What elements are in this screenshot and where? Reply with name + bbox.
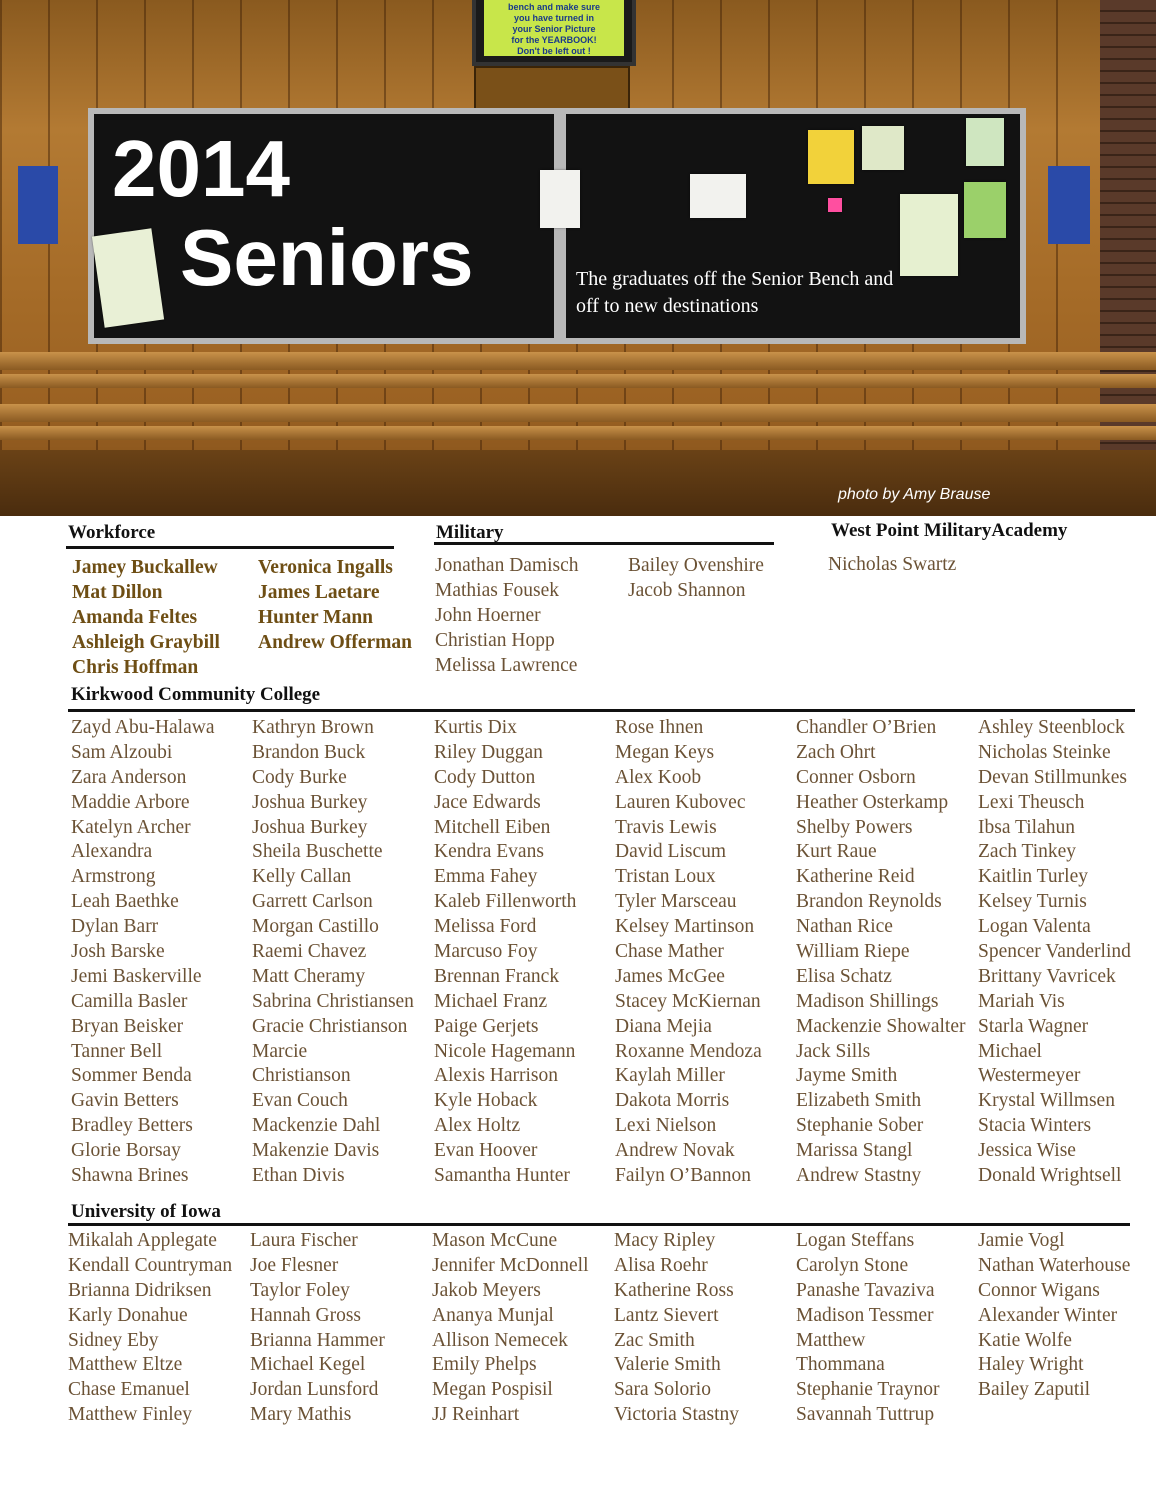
name-entry: Mary Mathis bbox=[250, 1404, 352, 1426]
section-title-kirkwood: Kirkwood Community College bbox=[71, 684, 321, 705]
name-entry: Rose Ihnen bbox=[615, 717, 704, 738]
kirkwood-list bbox=[71, 716, 215, 1189]
section-title-military: Military bbox=[436, 522, 504, 543]
name-entry: Kendra Evans bbox=[434, 841, 544, 863]
flyer bbox=[862, 126, 904, 170]
name-entry: Tyler Marsceau bbox=[615, 891, 737, 913]
flyer bbox=[964, 182, 1006, 238]
name-entry: Thommana bbox=[796, 1354, 885, 1376]
name-entry: Jennifer McDonnell bbox=[432, 1254, 589, 1276]
flyer bbox=[966, 118, 1004, 166]
section-rule bbox=[68, 709, 1135, 712]
name-entry: Nicholas Swartz bbox=[828, 554, 957, 575]
name-entry: Brianna Hammer bbox=[250, 1329, 385, 1351]
iowa-list bbox=[250, 1229, 385, 1428]
name-entry: Brianna Didriksen bbox=[68, 1279, 212, 1301]
west-point-list bbox=[828, 553, 956, 578]
bench-seat-slat bbox=[0, 404, 1156, 422]
name-entry: Lantz Sievert bbox=[614, 1304, 719, 1326]
name-entry: Emily Phelps bbox=[432, 1354, 537, 1376]
bench-backrest bbox=[0, 374, 1156, 388]
kirkwood-list bbox=[434, 716, 576, 1189]
name-entry: Mariah Vis bbox=[978, 990, 1065, 1012]
name-entry: Mackenzie Dahl bbox=[252, 1115, 381, 1137]
name-entry: Kurt Raue bbox=[796, 841, 877, 863]
name-entry: Ananya Munjal bbox=[432, 1304, 554, 1326]
name-entry: Andrew Offerman bbox=[258, 632, 412, 653]
iowa-list bbox=[978, 1229, 1130, 1403]
name-entry: Jacob Shannon bbox=[628, 579, 746, 601]
bench-base bbox=[0, 450, 1156, 516]
name-entry: JJ Reinhart bbox=[432, 1404, 520, 1426]
name-entry: Jack Sills bbox=[796, 1040, 871, 1062]
name-entry: Zach Tinkey bbox=[978, 841, 1077, 863]
workforce-list bbox=[72, 555, 220, 680]
name-entry: Katherine Ross bbox=[614, 1279, 734, 1301]
name-entry: Zac Smith bbox=[614, 1329, 695, 1351]
name-entry: Jamie Vogl bbox=[978, 1230, 1065, 1251]
name-entry: Alexander Winter bbox=[978, 1304, 1118, 1326]
name-entry: Bailey Zaputil bbox=[978, 1379, 1091, 1401]
name-entry: Gavin Betters bbox=[71, 1090, 179, 1112]
iowa-list bbox=[614, 1229, 739, 1428]
name-entry: Devan Stillmunkes bbox=[978, 766, 1127, 788]
kirkwood-list bbox=[796, 716, 965, 1189]
title-year: 2014 bbox=[112, 124, 290, 213]
name-entry: Hunter Mann bbox=[258, 607, 374, 628]
name-entry: Alexandra bbox=[71, 841, 153, 863]
military-list bbox=[435, 554, 579, 678]
name-entry: Melissa Lawrence bbox=[435, 654, 578, 676]
name-entry: Taylor Foley bbox=[250, 1279, 350, 1301]
name-entry: Ashley Steenblock bbox=[978, 717, 1125, 738]
name-entry: Michael bbox=[978, 1040, 1042, 1062]
name-entry: Kyle Hoback bbox=[434, 1090, 538, 1112]
name-entry: Sommer Benda bbox=[71, 1065, 192, 1087]
iowa-list bbox=[68, 1229, 232, 1428]
name-entry: Samantha Hunter bbox=[434, 1165, 570, 1187]
name-entry: Zara Anderson bbox=[71, 766, 187, 788]
name-entry: Maddie Arbore bbox=[71, 791, 190, 813]
name-entry: Hannah Gross bbox=[250, 1304, 362, 1326]
name-entry: Valerie Smith bbox=[614, 1354, 721, 1376]
bench-seat-slat bbox=[0, 426, 1156, 440]
name-entry: Matthew Eltze bbox=[68, 1354, 183, 1376]
name-entry: Diana Mejia bbox=[615, 1015, 712, 1037]
name-entry: Cody Burke bbox=[252, 766, 347, 788]
name-entry: Chandler O’Brien bbox=[796, 717, 937, 738]
tv-cabinet bbox=[474, 66, 630, 110]
name-entry: John Hoerner bbox=[435, 604, 541, 626]
name-entry: Mikalah Applegate bbox=[68, 1230, 217, 1251]
wall-poster bbox=[1048, 166, 1090, 244]
wall-poster bbox=[18, 166, 58, 244]
photo-credit: photo by Amy Brause bbox=[838, 486, 991, 503]
military-list bbox=[628, 554, 764, 604]
tv-screen-text: bench and make sure you have turned in your Senior Picture for the YEARBOOK! Don't be left out ! bbox=[484, 0, 624, 56]
name-entry: Kendall Countryman bbox=[68, 1254, 233, 1276]
name-entry: Mason McCune bbox=[432, 1230, 558, 1251]
name-entry: Dakota Morris bbox=[615, 1090, 730, 1112]
name-entry: Chase Mather bbox=[615, 941, 724, 963]
name-entry: Connor Wigans bbox=[978, 1279, 1100, 1301]
name-entry: Alisa Roehr bbox=[614, 1254, 708, 1276]
name-entry: Kathryn Brown bbox=[252, 717, 374, 738]
name-entry: Travis Lewis bbox=[615, 816, 717, 838]
name-entry: Heather Osterkamp bbox=[796, 791, 949, 813]
name-entry: Kaleb Fillenworth bbox=[434, 891, 577, 913]
name-entry: Tristan Loux bbox=[615, 866, 716, 888]
name-entry: Josh Barske bbox=[71, 941, 165, 963]
name-entry: Logan Steffans bbox=[796, 1230, 915, 1251]
name-entry: Failyn O’Bannon bbox=[615, 1165, 751, 1187]
name-entry: Armstrong bbox=[71, 866, 156, 888]
kirkwood-list bbox=[615, 716, 762, 1189]
name-entry: Bradley Betters bbox=[71, 1115, 193, 1137]
name-entry: Ashleigh Graybill bbox=[72, 632, 220, 653]
kirkwood-list bbox=[978, 716, 1131, 1189]
name-entry: Roxanne Mendoza bbox=[615, 1040, 762, 1062]
name-entry: Krystal Willmsen bbox=[978, 1090, 1115, 1112]
name-entry: Emma Fahey bbox=[434, 866, 538, 888]
name-entry: Panashe Tavaziva bbox=[796, 1279, 935, 1301]
name-entry: Sam Alzoubi bbox=[71, 741, 173, 763]
name-entry: Savannah Tuttrup bbox=[796, 1404, 935, 1426]
name-entry: Sidney Eby bbox=[68, 1329, 159, 1351]
name-entry: Matthew bbox=[796, 1329, 866, 1351]
section-title-iowa: University of Iowa bbox=[71, 1201, 221, 1222]
name-entry: Carolyn Stone bbox=[796, 1254, 909, 1276]
name-entry: Megan Keys bbox=[615, 741, 715, 763]
name-entry: Sheila Buschette bbox=[252, 841, 383, 863]
name-entry: Kelsey Turnis bbox=[978, 891, 1087, 913]
name-entry: Camilla Basler bbox=[71, 990, 188, 1012]
name-entry: Kaitlin Turley bbox=[978, 866, 1088, 888]
name-entry: David Liscum bbox=[615, 841, 727, 863]
name-entry: Bryan Beisker bbox=[71, 1015, 184, 1037]
section-title-workforce: Workforce bbox=[68, 522, 156, 543]
name-entry: Andrew Stastny bbox=[796, 1165, 922, 1187]
name-entry: Shawna Brines bbox=[71, 1165, 189, 1187]
flyer bbox=[900, 194, 958, 276]
name-entry: Glorie Borsay bbox=[71, 1140, 181, 1162]
name-entry: Haley Wright bbox=[978, 1354, 1084, 1376]
name-entry: Alexis Harrison bbox=[434, 1065, 559, 1087]
workforce-list bbox=[258, 555, 412, 655]
name-entry: Leah Baethke bbox=[71, 891, 179, 913]
name-entry: Stephanie Traynor bbox=[796, 1379, 940, 1401]
name-entry: Tanner Bell bbox=[71, 1040, 163, 1062]
flyer bbox=[92, 228, 164, 327]
section-rule bbox=[434, 542, 774, 545]
name-entry: Alex Koob bbox=[615, 766, 702, 788]
name-entry: Allison Nemecek bbox=[432, 1329, 568, 1351]
name-entry: Michael Franz bbox=[434, 990, 548, 1012]
iowa-list bbox=[432, 1229, 589, 1428]
name-entry: Jemi Baskerville bbox=[71, 965, 202, 987]
name-entry: Matt Cheramy bbox=[252, 965, 366, 987]
name-entry: Nathan Rice bbox=[796, 916, 893, 938]
name-entry: Joshua Burkey bbox=[252, 816, 368, 838]
name-entry: Lexi Nielson bbox=[615, 1115, 717, 1137]
name-entry: Kelly Callan bbox=[252, 866, 352, 888]
name-entry: Nicholas Steinke bbox=[978, 741, 1111, 763]
name-entry: Nicole Hagemann bbox=[434, 1040, 576, 1062]
name-entry: Paige Gerjets bbox=[434, 1015, 539, 1037]
name-entry: Starla Wagner bbox=[978, 1015, 1089, 1037]
name-entry: Riley Duggan bbox=[434, 741, 543, 763]
name-entry: Logan Valenta bbox=[978, 916, 1091, 938]
tv-monitor bbox=[472, 0, 636, 66]
name-entry: Jordan Lunsford bbox=[250, 1379, 379, 1401]
name-entry: Jamey Buckallew bbox=[72, 557, 218, 578]
name-entry: Sara Solorio bbox=[614, 1379, 711, 1401]
name-entry: Brandon Buck bbox=[252, 741, 366, 763]
name-entry: Zayd Abu-Halawa bbox=[71, 717, 215, 738]
name-entry: Evan Hoover bbox=[434, 1140, 538, 1162]
name-entry: James Laetare bbox=[258, 582, 380, 603]
name-entry: Matthew Finley bbox=[68, 1404, 193, 1426]
name-entry: Alex Holtz bbox=[434, 1115, 521, 1137]
flyer bbox=[808, 130, 854, 184]
name-entry: Stephanie Sober bbox=[796, 1115, 924, 1137]
name-entry: Mitchell Eiben bbox=[434, 816, 551, 838]
name-entry: Jace Edwards bbox=[434, 791, 541, 813]
name-entry: Marcuso Foy bbox=[434, 941, 538, 963]
name-entry: Bailey Ovenshire bbox=[628, 555, 764, 576]
name-entry: Evan Couch bbox=[252, 1090, 348, 1112]
name-entry: Kurtis Dix bbox=[434, 717, 517, 738]
name-entry: Nathan Waterhouse bbox=[978, 1254, 1131, 1276]
name-entry: Andrew Novak bbox=[615, 1140, 735, 1162]
name-entry: Stacia Winters bbox=[978, 1115, 1092, 1137]
name-entry: Cody Dutton bbox=[434, 766, 536, 788]
name-entry: Joe Flesner bbox=[250, 1254, 339, 1276]
name-entry: Christianson bbox=[252, 1065, 351, 1087]
name-entry: Katelyn Archer bbox=[71, 816, 191, 838]
name-entry: Ibsa Tilahun bbox=[978, 816, 1075, 838]
name-entry: William Riepe bbox=[796, 941, 910, 963]
name-entry: Brennan Franck bbox=[434, 965, 560, 987]
name-entry: Katherine Reid bbox=[796, 866, 915, 888]
name-entry: Michael Kegel bbox=[250, 1354, 366, 1376]
title-word: Seniors bbox=[180, 213, 474, 302]
name-entry: Shelby Powers bbox=[796, 816, 913, 838]
subtitle: The graduates off the Senior Bench and off to new destinations bbox=[576, 268, 894, 317]
name-entry: Mat Dillon bbox=[72, 582, 163, 603]
flyer bbox=[540, 170, 580, 228]
bench-backrest bbox=[0, 352, 1156, 370]
name-entry: Morgan Castillo bbox=[252, 916, 379, 938]
name-entry: Chase Emanuel bbox=[68, 1379, 190, 1401]
name-entry: Veronica Ingalls bbox=[258, 557, 393, 578]
flyer bbox=[690, 174, 746, 218]
name-entry: Gracie Christianson bbox=[252, 1015, 408, 1037]
name-entry: Mackenzie Showalter bbox=[796, 1015, 966, 1037]
name-entry: Madison Tessmer bbox=[796, 1304, 934, 1326]
name-entry: Conner Osborn bbox=[796, 766, 916, 788]
name-entry: Macy Ripley bbox=[614, 1230, 716, 1251]
name-entry: Jakob Meyers bbox=[432, 1279, 541, 1301]
name-entry: Donald Wrightsell bbox=[978, 1165, 1122, 1187]
name-entry: James McGee bbox=[615, 965, 725, 987]
name-entry: Megan Pospisil bbox=[432, 1379, 553, 1401]
section-rule bbox=[68, 1223, 1130, 1226]
brick-wall bbox=[1100, 0, 1156, 470]
name-entry: Jayme Smith bbox=[796, 1065, 898, 1087]
name-entry: Amanda Feltes bbox=[72, 607, 198, 628]
flyer bbox=[828, 198, 842, 212]
name-entry: Lauren Kubovec bbox=[615, 791, 746, 813]
name-entry: Makenzie Davis bbox=[252, 1140, 380, 1162]
name-entry: Chris Hoffman bbox=[72, 657, 199, 678]
name-entry: Zach Ohrt bbox=[796, 741, 876, 763]
name-entry: Spencer Vanderlind bbox=[978, 941, 1131, 963]
name-entry: Kelsey Martinson bbox=[615, 916, 755, 938]
name-entry: Jonathan Damisch bbox=[435, 555, 579, 576]
name-entry: Laura Fischer bbox=[250, 1230, 358, 1251]
name-entry: Brandon Reynolds bbox=[796, 891, 942, 913]
name-entry: Lexi Theusch bbox=[978, 791, 1085, 813]
name-entry: Victoria Stastny bbox=[614, 1404, 740, 1426]
name-entry: Stacey McKiernan bbox=[615, 990, 761, 1012]
name-entry: Mathias Fousek bbox=[435, 579, 560, 601]
name-entry: Raemi Chavez bbox=[252, 941, 367, 963]
name-entry: Elisa Schatz bbox=[796, 965, 892, 987]
name-entry: Ethan Divis bbox=[252, 1165, 345, 1187]
name-entry: Brittany Vavricek bbox=[978, 965, 1116, 987]
name-entry: Katie Wolfe bbox=[978, 1329, 1072, 1351]
name-entry: Madison Shillings bbox=[796, 990, 939, 1012]
name-entry: Kaylah Miller bbox=[615, 1065, 725, 1087]
name-entry: Jessica Wise bbox=[978, 1140, 1076, 1162]
name-entry: Christian Hopp bbox=[435, 629, 555, 651]
name-entry: Garrett Carlson bbox=[252, 891, 373, 913]
iowa-list bbox=[796, 1229, 940, 1428]
name-entry: Melissa Ford bbox=[434, 916, 537, 938]
hero-photo bbox=[0, 0, 1156, 516]
kirkwood-list bbox=[252, 716, 414, 1189]
name-entry: Elizabeth Smith bbox=[796, 1090, 922, 1112]
name-entry: Marcie bbox=[252, 1040, 308, 1062]
name-entry: Sabrina Christiansen bbox=[252, 990, 414, 1012]
name-entry: Joshua Burkey bbox=[252, 791, 368, 813]
name-entry: Dylan Barr bbox=[71, 916, 159, 938]
name-entry: Karly Donahue bbox=[68, 1304, 188, 1326]
name-entry: Westermeyer bbox=[978, 1065, 1081, 1087]
section-rule bbox=[66, 546, 394, 549]
section-title-west-point: West Point MilitaryAcademy bbox=[831, 520, 1068, 541]
name-entry: Marissa Stangl bbox=[796, 1140, 913, 1162]
